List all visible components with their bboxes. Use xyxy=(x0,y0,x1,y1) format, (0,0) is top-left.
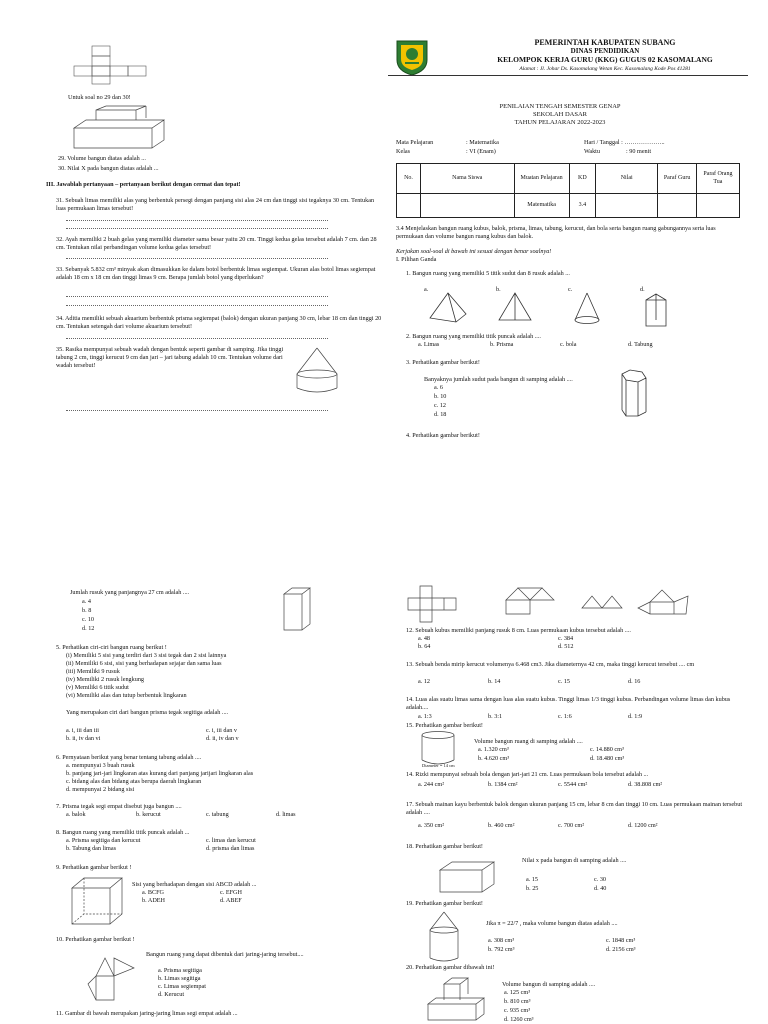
header-divider xyxy=(388,75,748,76)
q3-text: 3. Perhatikan gambar berikut! xyxy=(406,359,480,366)
q34-text: 34. Aditia memiliki sebuah akuarium berbentuk prisma segiempat (balok) dengan ukuran panjang 30 cm, lebar 18 cm dan tinggi 20 cm. Tentukan setengah dari volume akuarium tersebut! xyxy=(56,315,382,330)
subject-label: Mata Pelajaran xyxy=(396,139,434,146)
composite-box-diagram xyxy=(72,104,172,152)
cylinder-diagram xyxy=(418,730,462,766)
q15-opt-d[interactable]: d. 18.480 cm³ xyxy=(590,755,625,762)
q17-text: 17. Sebuah mainan kayu berbentuk balok dengan ukuran panjang 15 cm, lebar 8 cm dan tinggi 10 cm. Luas permukaan mainan tersebut adalah .... xyxy=(406,801,743,816)
q20-opt-c[interactable]: c. 935 cm³ xyxy=(504,1007,531,1014)
header-line1: PEMERINTAH KABUPATEN SUBANG xyxy=(534,38,676,47)
cone-on-cylinder-diagram xyxy=(424,910,464,964)
q7-text: 7. Prisma tegak segi empat disebut juga bangun .... xyxy=(56,803,182,810)
q2-opt-b[interactable]: b. Prisma xyxy=(490,341,514,348)
section-III: III. Jawablah pertanyaan – pertanyaan berikut dengan cermat dan tepat! xyxy=(46,181,241,188)
q2-opt-c[interactable]: c. bola xyxy=(560,341,577,348)
q18-opt-a[interactable]: a. 15 xyxy=(526,876,539,883)
subject-value: : Matematika xyxy=(466,139,499,146)
q5-text: 5. Perhatikan ciri-ciri bangun ruang berikut ! xyxy=(56,644,167,651)
col-muatan: Muatan Pelajaran xyxy=(514,164,569,194)
pyramid-net-options-diagram xyxy=(406,584,706,624)
q2-opt-d[interactable]: d. Tabung xyxy=(628,341,653,348)
q1-text: 1. Bangun ruang yang memiliki 5 titik sudut dan 8 rusuk adalah ... xyxy=(406,270,570,277)
q11-text: 11. Gambar di bawah merupakan jaring-jaring limas segi empat adalah ... xyxy=(56,1010,238,1017)
q33-answer-line[interactable] xyxy=(66,296,328,297)
q6-opt-a[interactable]: a. mempunyai 3 buah rusuk xyxy=(66,762,135,769)
q9-text: 9. Perhatikan gambar berikut ! xyxy=(56,864,132,871)
exam-title: PENILAIAN TENGAH SEMESTER GENAP xyxy=(499,103,621,110)
q18-opt-b[interactable]: b. 25 xyxy=(526,885,539,892)
q19-opt-b[interactable]: b. 792 cm³ xyxy=(488,946,515,953)
header-line2: DINAS PENDIDIKAN xyxy=(570,47,640,55)
labeled-cube-diagram xyxy=(70,874,124,928)
prism-icon xyxy=(644,292,670,328)
q7-opt-d[interactable]: d. limas xyxy=(276,811,296,818)
col-paraf-ortu: Paraf Orang Tua xyxy=(696,164,739,194)
q9-opt-d[interactable]: d. ABEF xyxy=(220,897,242,904)
q31-text: 31. Sebuah limas memiliki alas yang berbentuk persegi dengan panjang sisi alas 24 cm dan tinggi sisi tegaknya 30 cm. Tentukan luas permukaan limas tersebut! xyxy=(56,197,375,212)
q12-text: 12. Sebuah kubus memiliki panjang rusuk 8 cm. Luas permukaan kubus tersebut adalah .... xyxy=(406,627,631,634)
stacked-boxes-diagram xyxy=(424,974,490,1022)
q5-item-4: (iv) Memiliki 2 rusuk lengkung xyxy=(66,676,145,683)
q8-opt-c[interactable]: c. limas dan kerucut xyxy=(206,837,256,844)
col-paraf-guru: Paraf Guru xyxy=(658,164,696,194)
q4b-text: Jumlah rusuk yang panjangnya 27 cm adalah .... xyxy=(70,589,190,596)
q9-opt-b[interactable]: b. ADEH xyxy=(142,897,166,904)
q5-item-2: (ii) Memiliki 6 sisi, sisi yang berhadapan sejajar dan sama luas xyxy=(66,660,222,667)
q17-opt-b[interactable]: b. 460 cm² xyxy=(488,822,515,829)
q10-opt-a[interactable]: a. Prisma segitiga xyxy=(158,967,202,974)
q1-opt-c[interactable]: c. xyxy=(568,286,573,293)
class-value: : VI (Enam) xyxy=(466,148,496,155)
q12-opt-b[interactable]: b. 64 xyxy=(418,643,431,650)
exam-school: SEKOLAH DASAR xyxy=(533,111,587,118)
q2-text: 2. Bangun ruang yang memiliki titik puncak adalah .... xyxy=(406,333,541,340)
q15-opt-a[interactable]: a. 1.320 cm³ xyxy=(478,746,509,753)
col-kd: KD xyxy=(569,164,595,194)
q16-opt-d[interactable]: d. 38.808 cm² xyxy=(628,781,663,788)
col-nilai: Nilai xyxy=(596,164,658,194)
q12-opt-d[interactable]: d. 512 xyxy=(558,643,574,650)
q17-opt-a[interactable]: a. 350 cm² xyxy=(418,822,445,829)
q6-opt-c[interactable]: c. bidang alas dan bidang atas berupa daerah lingkaran xyxy=(66,778,202,785)
grade-table xyxy=(396,163,740,218)
q1-opt-a[interactable]: a. xyxy=(424,286,429,293)
q13-opt-c[interactable]: c. 15 xyxy=(558,678,571,685)
q18-text: 18. Perhatikan gambar berikut! xyxy=(406,843,483,850)
q13-opt-b[interactable]: b. 14 xyxy=(488,678,501,685)
q6-opt-b[interactable]: b. panjang jari-jari lingkaran atas kurang dari panjang jarijari lingkaran alas xyxy=(66,770,254,777)
instruction: Kerjakan soal-soal di bawah ini sesuai dengan benar soalnya! xyxy=(396,248,552,255)
q4b-opt-b[interactable]: b. 8 xyxy=(82,607,92,614)
day-label: Hari / Tanggal : ……………….. xyxy=(584,139,665,146)
q20-opt-d[interactable]: d. 1260 cm³ xyxy=(504,1016,534,1023)
q7-opt-b[interactable]: b. kerucut xyxy=(136,811,161,818)
q19-opt-a[interactable]: a. 308 cm³ xyxy=(488,937,515,944)
q10-opt-d[interactable]: d. Kerucut xyxy=(158,991,185,998)
q31-answer-line-2[interactable] xyxy=(66,228,328,229)
header-address: Alamat : Jl. Johar Ds. Kasomalang Wetan Kec. Kasomalang Kode Pos 41281 xyxy=(519,66,691,72)
col-no: No. xyxy=(397,164,421,194)
q20-opt-a[interactable]: a. 125 cm³ xyxy=(504,989,531,996)
q3-opt-b[interactable]: b. 10 xyxy=(434,393,447,400)
q34-answer-line[interactable] xyxy=(66,338,328,339)
q14-opt-b[interactable]: b. 3:1 xyxy=(488,713,503,720)
q4b-opt-d[interactable]: d. 12 xyxy=(82,625,95,632)
q3-opt-d[interactable]: d. 18 xyxy=(434,411,447,418)
q16-opt-a[interactable]: a. 244 cm² xyxy=(418,781,445,788)
q12-opt-c[interactable]: c. 384 xyxy=(558,635,574,642)
grade-table-header xyxy=(397,164,740,194)
q9-opt-c[interactable]: c. EFGH xyxy=(220,889,242,896)
q4-text: 4. Perhatikan gambar berikut! xyxy=(406,432,480,439)
q5-opt-d[interactable]: d. ii, iv dan v xyxy=(206,735,239,742)
section-I: I. Pilihan Ganda xyxy=(396,256,437,263)
q5-opt-b[interactable]: b. ii, iv dan vi xyxy=(66,735,101,742)
q33-text: 33. Sebanyak 5.832 cm³ minyak akan dimasukkan ke dalam botol berbentuk limas segiempat. Ukuran alas botol limas segiempat adalah 18 cm x 18 cm dan tinggi limas 9 cm. Berapa jumlah botol yang diperlukan? xyxy=(56,266,376,281)
q8-opt-a[interactable]: a. Prisma segitiga dan kerucut xyxy=(66,837,141,844)
q5-ask: Yang merupakan ciri dari bangun prisma tegak segitiga adalah .... xyxy=(66,709,229,716)
q20-subtext: Volume bangun di samping adalah .... xyxy=(502,981,596,988)
q18-subtext: Nilai x pada bangun di samping adalah .... xyxy=(522,857,627,864)
q13-text: 13. Sebuah benda mirip kerucut volumenya 6.468 cm3. Jika diameternya 42 cm, maka tinggi kerucut tersebut .... cm xyxy=(406,661,695,668)
q19-opt-c[interactable]: c. 1848 cm³ xyxy=(606,937,636,944)
q16-opt-b[interactable]: b. 1384 cm² xyxy=(488,781,518,788)
q8-opt-d[interactable]: d. prisma dan limas xyxy=(206,845,255,852)
q35-answer-line[interactable] xyxy=(66,410,328,411)
q16-opt-c[interactable]: c. 5544 cm² xyxy=(558,781,588,788)
q14-opt-a[interactable]: a. 1:3 xyxy=(418,713,432,720)
col-nama: Nama Siswa xyxy=(420,164,514,194)
q31-answer-line[interactable] xyxy=(66,220,328,221)
q16-text: 14. Rizki mempunyai sebuah bola dengan jari-jari 21 cm. Luas permukaan bola tersebut adalah ... xyxy=(406,771,649,778)
q10-subtext: Bangun ruang yang dapat dibentuk dari jaring-jaring tersebut.... xyxy=(146,951,304,958)
q8-text: 8. Bangun ruang yang memiliki titik puncak adalah ... xyxy=(56,829,190,836)
q5-item-3: (iii) Memiliki 9 rusuk xyxy=(66,668,120,675)
q4b-opt-a[interactable]: a. 4 xyxy=(82,598,91,605)
q13-opt-a[interactable]: a. 12 xyxy=(418,678,431,685)
q35-text: 35. Rasika mempunyai sebuah wadah dengan bentuk seperti gambar di samping. Jika tinggi tabung 2 cm, tinggi kerucut 9 cm dan jari – jari tabung adalah 10 cm. Tentukan volume dari wadah tersebut! xyxy=(56,346,284,369)
q18-opt-c[interactable]: c. 30 xyxy=(594,876,607,883)
q1-opt-d[interactable]: d. xyxy=(640,286,645,293)
q17-opt-c[interactable]: c. 700 cm² xyxy=(558,822,585,829)
q2-opt-a[interactable]: a. Limas xyxy=(418,341,440,348)
q15-dim: Diameter = 14 cm xyxy=(422,763,455,768)
kabupaten-logo xyxy=(394,38,430,76)
q3-opt-a[interactable]: a. 6 xyxy=(434,384,443,391)
q18-opt-d[interactable]: d. 40 xyxy=(594,885,607,892)
q33-answer-line-2[interactable] xyxy=(66,305,328,306)
exam-year: TAHUN PELAJARAN 2022-2023 xyxy=(514,119,606,126)
q15-subtext: Volume bangun ruang di samping adalah .... xyxy=(474,738,583,745)
kd-text: 3.4 Menjelaskan bangun ruang kubus, balok, prisma, limas, tabung, kerucut, dan bola serta bangun ruang gabungannya serta luas permukaan dan volume bangun ruang kubus dan balok. xyxy=(396,225,716,240)
q8-opt-b[interactable]: b. Tabung dan limas xyxy=(66,845,116,852)
q15-opt-c[interactable]: c. 14.880 cm³ xyxy=(590,746,624,753)
q20-opt-b[interactable]: b. 810 cm³ xyxy=(504,998,531,1005)
cone-icon xyxy=(572,292,602,326)
box-x-diagram xyxy=(438,860,498,896)
q14-opt-d[interactable]: d. 1:9 xyxy=(628,713,643,720)
pyramid-square-icon xyxy=(428,292,468,324)
tall-box-diagram xyxy=(280,586,320,634)
header-line3: KELOMPOK KERJA GURU (KKG) GUGUS 02 KASOMALANG xyxy=(497,55,713,64)
class-label: Kelas xyxy=(396,148,411,155)
q5-opt-a[interactable]: a. i, iii dan iii xyxy=(66,727,99,734)
q4b-opt-c[interactable]: c. 10 xyxy=(82,616,95,623)
q32-answer-line[interactable] xyxy=(66,258,328,259)
q10-opt-b[interactable]: b. Limas segitiga xyxy=(158,975,201,982)
time-value: : 90 menit xyxy=(626,148,652,155)
q29-text: 29. Volume bangun diatas adalah ... xyxy=(58,155,146,162)
q15-opt-b[interactable]: b. 4.620 cm³ xyxy=(478,755,510,762)
q3-opt-c[interactable]: c. 12 xyxy=(434,402,447,409)
hexagonal-prism-icon xyxy=(618,368,648,418)
q10-text: 10. Perhatikan gambar berikut ! xyxy=(56,936,135,943)
pyramid-triangle-icon xyxy=(498,292,534,324)
q32-text: 32. Ayah memiliki 2 buah gelas yang memiliki diameter sama besar yaitu 20 cm. Tinggi kedua gelas tersebut adalah 7 cm. dan 28 cm. Tentukan nilai perbandingan volume kedua gelas tersebut! xyxy=(56,236,377,251)
q14-opt-c[interactable]: c. 1:6 xyxy=(558,713,572,720)
grade-table-row: Matematika 3.4 xyxy=(397,194,740,218)
q6-text: 6. Pernyataan berikut yang benar tentang tabung adalah .... xyxy=(56,754,202,761)
time-label: Waktu xyxy=(584,148,600,155)
q19-subtext: Jika π = 22/7 , maka volume bangun diatas adalah .... xyxy=(486,920,618,927)
q7-opt-c[interactable]: c. tabung xyxy=(206,811,229,818)
prism-net-diagram xyxy=(86,944,136,1004)
q19-text: 19. Perhatikan gambar berikut! xyxy=(406,900,483,907)
q14-text: 14. Luas alas suatu limas sama dengan luas alas suatu kubus. Tinggi limas 1/3 tinggi kubus. Perbandingan volume limas dan kubus adalah.... xyxy=(406,696,731,711)
q5-item-1: (i) Memiliki 5 sisi yang terdiri dari 3 sisi tegak dan 2 sisi lainnya xyxy=(66,652,227,659)
q12-opt-a[interactable]: a. 48 xyxy=(418,635,431,642)
net-label: Untuk soal no 29 dan 30! xyxy=(68,94,131,101)
q5-item-6: (vi) Memiliki alas dan tutup berbentuk lingkaran xyxy=(66,692,187,699)
q30-text: 30. Nilai X pada bangun diatas adalah ... xyxy=(58,165,159,172)
q5-item-5: (v) Memiliki 6 titik sudut xyxy=(66,684,129,691)
q17-opt-d[interactable]: d. 1200 cm² xyxy=(628,822,658,829)
q20-text: 20. Perhatikan gambar dibawah ini! xyxy=(406,964,495,971)
q9-opt-a[interactable]: a. BCFG xyxy=(142,889,165,896)
student-name-cell[interactable] xyxy=(420,194,514,218)
q19-opt-d[interactable]: d. 2156 cm³ xyxy=(606,946,636,953)
logo-shield-icon xyxy=(394,38,430,76)
q3-subtext: Banyaknya jumlah sudut pada bangun di samping adalah .... xyxy=(424,376,573,383)
q6-opt-d[interactable]: d. mempunyai 2 bidang sisi xyxy=(66,786,135,793)
q9-subtext: Sisi yang berhadapan dengan sisi ABCD adalah ... xyxy=(132,881,257,888)
q15-text: 15. Perhatikan gambar berikut! xyxy=(406,722,483,729)
q10-opt-c[interactable]: c. Limas segiempat xyxy=(158,983,206,990)
q7-opt-a[interactable]: a. balok xyxy=(66,811,86,818)
q13-opt-d[interactable]: d. 16 xyxy=(628,678,641,685)
cone-cylinder-diagram xyxy=(294,346,340,396)
cube-net-diagram xyxy=(68,44,158,86)
q1-opt-b[interactable]: b. xyxy=(496,286,501,293)
q5-opt-c[interactable]: c. i, iii dan v xyxy=(206,727,237,734)
